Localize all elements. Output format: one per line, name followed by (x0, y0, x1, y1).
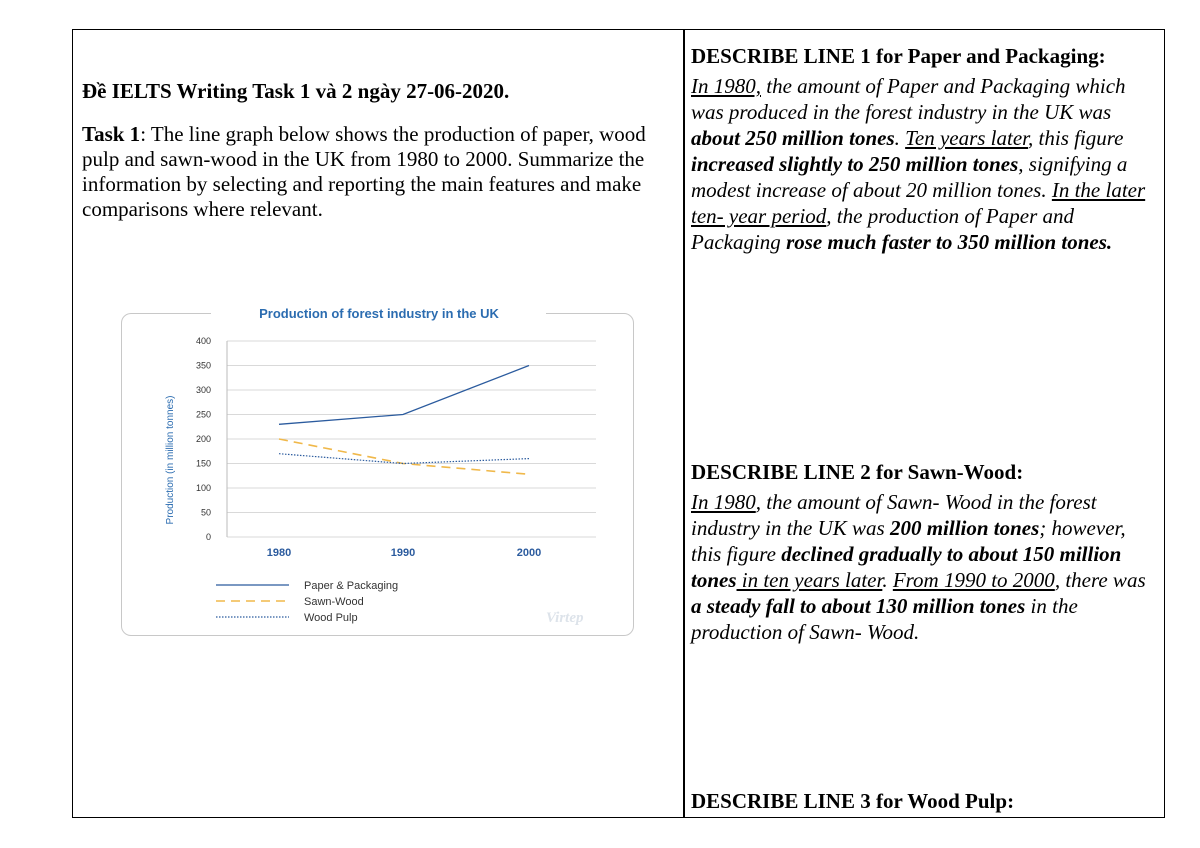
y-tick-label: 250 (195, 409, 211, 420)
text-run: . (882, 568, 893, 592)
text-run: the amount of Paper and Packaging which was produced in the forest industry in the UK was (691, 74, 1126, 124)
text-run: a steady fall to about 130 million tones (691, 594, 1026, 618)
text-run: . (894, 126, 906, 150)
text-run: ; however, this figure (691, 516, 1126, 566)
chart-title: Production of forest industry in the UK (259, 306, 499, 321)
document-title: Đề IELTS Writing Task 1 và 2 ngày 27-06-2020. (82, 79, 510, 103)
legend-label: Wood Pulp (304, 612, 358, 624)
text-run: , the production of Paper and Packaging (691, 204, 1074, 254)
line2-heading: DESCRIBE LINE 2 for Sawn-Wood: (691, 460, 1024, 484)
task-label: Task 1 (82, 122, 141, 146)
text-run: increased slightly to 250 million tones (691, 152, 1019, 176)
line-chart (121, 300, 636, 645)
line3-heading: DESCRIBE LINE 3 for Wood Pulp: (691, 789, 1015, 813)
line1-paragraph (691, 73, 1159, 255)
text-run: , the amount of Sawn- Wood in the forest industry in the UK was (691, 490, 1097, 540)
text-run: in the production of Sawn- Wood. (691, 594, 1078, 644)
series-line-2 (279, 454, 529, 464)
task-body: : The line graph below shows the production of paper, wood pulp and sawn-wood in the UK from 1980 to 2000. Summarize the information by selecting and reporting the main features and make comparisons where relevant. (82, 122, 646, 221)
y-tick-label: 0 (205, 532, 211, 542)
text-run: 200 million tones (889, 516, 1040, 540)
y-tick-label: 150 (195, 458, 211, 469)
y-tick-label: 300 (195, 385, 211, 395)
text-run: about 250 million tones (691, 126, 895, 150)
x-tick-label: 1990 (390, 547, 416, 559)
text-run: In the later ten- year period (691, 178, 1146, 228)
series-line-0 (279, 366, 529, 425)
series-line-1 (279, 439, 529, 474)
line1-section (691, 43, 1159, 255)
text-run: rose much faster to 350 million tones. (786, 230, 1113, 254)
line2-section (691, 459, 1159, 645)
x-tick-label: 2000 (516, 547, 542, 559)
column-divider (683, 29, 685, 818)
task-prompt (82, 122, 678, 222)
text-run: In 1980 (691, 490, 756, 514)
text-run: In 1980, (691, 74, 761, 98)
text-run: , this figure (1028, 126, 1124, 150)
y-tick-label: 50 (200, 507, 211, 518)
text-run: , there was (1054, 568, 1146, 592)
text-run: From 1990 to 2000 (892, 568, 1055, 592)
x-tick-label: 1980 (266, 547, 292, 559)
line2-paragraph (691, 489, 1159, 645)
legend-label: Paper & Packaging (304, 580, 399, 592)
legend-label: Sawn-Wood (304, 596, 364, 608)
text-run: Ten years later (905, 126, 1029, 150)
line1-heading: DESCRIBE LINE 1 for Paper and Packaging: (691, 44, 1106, 68)
y-axis-label: Production (in million tonnes) (165, 395, 176, 525)
line3-section (691, 788, 1159, 814)
watermark-logo: Virtep (546, 610, 584, 626)
y-tick-label: 100 (195, 483, 211, 493)
y-tick-label: 200 (195, 434, 211, 444)
text-run: , signifying a modest increase of about 20 million tones. (691, 152, 1128, 202)
y-tick-label: 400 (195, 336, 211, 346)
text-run: declined gradually to about 150 million tones (691, 542, 1122, 592)
text-run: in ten years later (736, 568, 883, 592)
task-column (82, 78, 678, 222)
y-tick-label: 350 (195, 360, 211, 371)
